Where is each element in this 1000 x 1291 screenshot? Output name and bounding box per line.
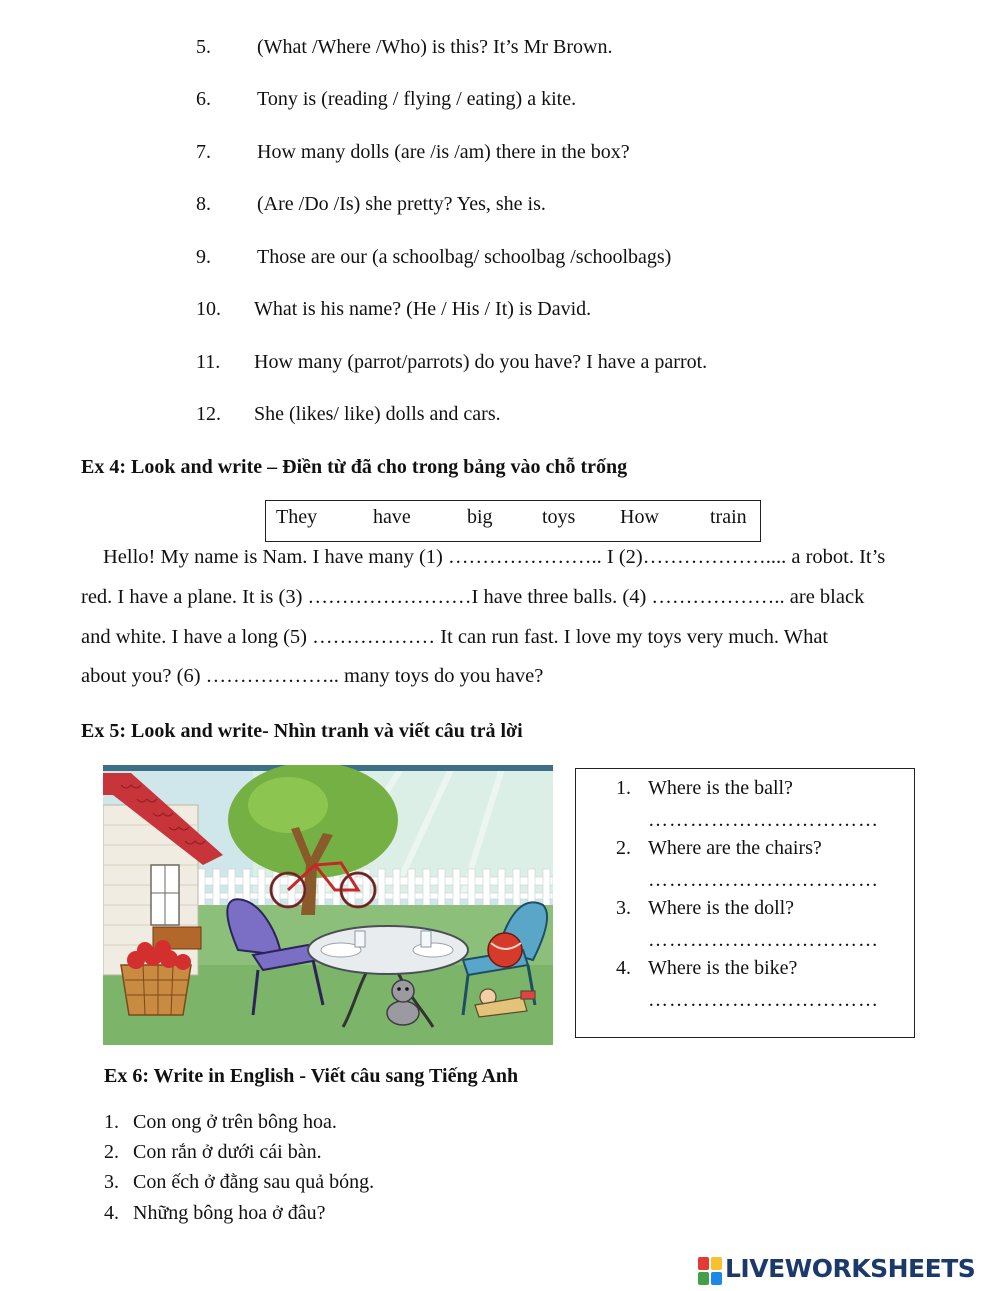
question-number: 1.	[616, 777, 631, 799]
item-text: (What /Where /Who) is this? It’s Mr Brown.	[257, 36, 613, 58]
word-bank-item: How	[620, 506, 659, 528]
item-number: 9.	[196, 246, 211, 268]
item-text: Những bông hoa ở đâu?	[133, 1202, 326, 1224]
paragraph-line: red. I have a plane. It is (3) ……………………I have three balls. (4) ……………….. are black	[81, 586, 865, 608]
ex5-title: Ex 5: Look and write- Nhìn tranh và viết câu trả lời	[81, 720, 523, 742]
item-text: Those are our (a schoolbag/ schoolbag /schoolbags)	[257, 246, 672, 268]
question-number: 2.	[616, 837, 631, 859]
item-number: 5.	[196, 36, 211, 58]
question-text: Where are the chairs?	[648, 837, 822, 859]
ex6-title: Ex 6: Write in English - Viết câu sang Tiếng Anh	[104, 1065, 519, 1087]
item-number: 11.	[196, 351, 221, 373]
item-number: 4.	[104, 1202, 119, 1224]
item-number: 12.	[196, 403, 221, 425]
ex5-questions-box	[575, 768, 915, 1038]
word-bank-item: big	[467, 506, 493, 528]
question-text: Where is the bike?	[648, 957, 798, 979]
item-number: 6.	[196, 88, 211, 110]
item-text: (Are /Do /Is) she pretty? Yes, she is.	[257, 193, 546, 215]
answer-blank[interactable]: ……………………………	[648, 869, 879, 891]
answer-blank[interactable]: ……………………………	[648, 809, 879, 831]
item-number: 8.	[196, 193, 211, 215]
question-text: Where is the ball?	[648, 777, 793, 799]
item-number: 3.	[104, 1171, 119, 1193]
item-text: What is his name? (He / His / It) is David.	[254, 298, 592, 320]
item-number: 2.	[104, 1141, 119, 1163]
item-text: How many (parrot/parrots) do you have? I have a parrot.	[254, 351, 708, 373]
paragraph-line: and white. I have a long (5) ……………… It can run fast. I love my toys very much. What	[81, 626, 829, 648]
word-bank	[265, 500, 761, 542]
item-text: Con ếch ở đằng sau quả bóng.	[133, 1171, 375, 1193]
answer-blank[interactable]: ……………………………	[648, 989, 879, 1011]
word-bank-item: train	[710, 506, 747, 528]
item-text: Tony is (reading / flying / eating) a kite.	[257, 88, 577, 110]
paragraph-line: Hello! My name is Nam. I have many (1) ………………….. I (2)……………….... a robot. It’s	[103, 546, 886, 568]
question-text: Where is the doll?	[648, 897, 795, 919]
item-number: 1.	[104, 1111, 119, 1133]
item-text: How many dolls (are /is /am) there in the box?	[257, 141, 630, 163]
backyard-scene-illustration	[103, 765, 553, 1045]
item-number: 10.	[196, 298, 221, 320]
logo-text: LIVEWORKSHEETS	[725, 1254, 976, 1283]
paragraph-line: about you? (6) ……………….. many toys do you have?	[81, 665, 544, 687]
ex4-title: Ex 4: Look and write – Điền từ đã cho trong bảng vào chỗ trống	[81, 456, 628, 478]
item-text: Con rắn ở dưới cái bàn.	[133, 1141, 322, 1163]
word-bank-item: have	[373, 506, 411, 528]
liveworksheets-logo	[697, 1254, 997, 1288]
question-number: 4.	[616, 957, 631, 979]
answer-blank[interactable]: ……………………………	[648, 929, 879, 951]
logo-mark-icon	[697, 1256, 723, 1286]
item-number: 7.	[196, 141, 211, 163]
word-bank-item: They	[276, 506, 318, 528]
item-text: She (likes/ like) dolls and cars.	[254, 403, 501, 425]
question-number: 3.	[616, 897, 631, 919]
word-bank-item: toys	[542, 506, 576, 528]
item-text: Con ong ở trên bông hoa.	[133, 1111, 337, 1133]
